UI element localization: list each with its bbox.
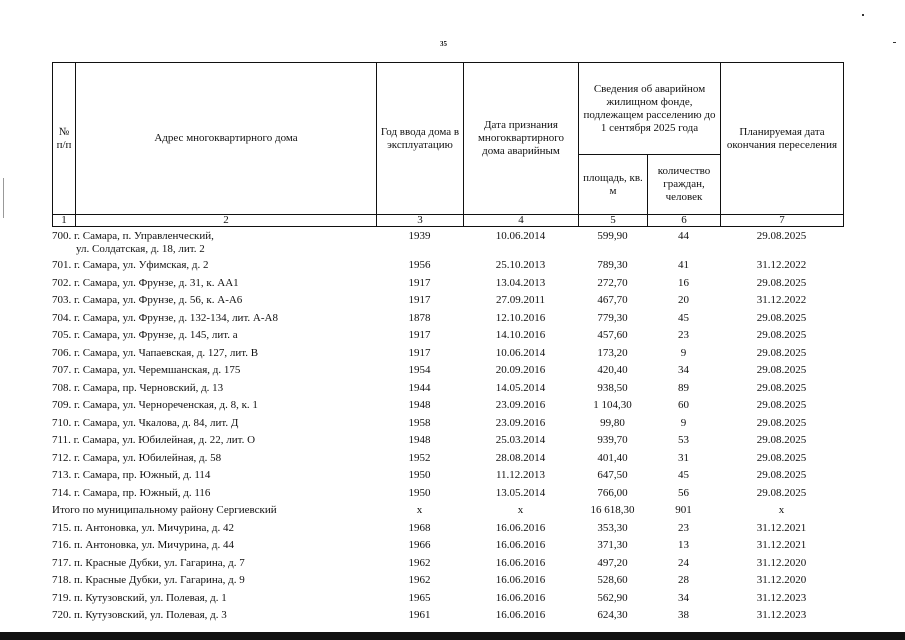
people-cell: 16 — [678, 276, 689, 289]
scan-bottom-border — [0, 632, 905, 640]
table-row — [52, 312, 843, 330]
address-line: 700. г. Самара, п. Управленческий, — [52, 230, 214, 242]
planned-date-cell: 31.12.2023 — [756, 609, 807, 621]
table-row — [52, 592, 843, 610]
people-cell: 23 — [678, 329, 689, 341]
year-cell: 1917 — [408, 276, 431, 289]
address-line: 705. г. Самара, ул. Фрунзе, д. 145, лит. а — [52, 329, 238, 341]
address-line: 701. г. Самара, ул. Уфимская, д. 2 — [52, 259, 209, 271]
people-cell: 20 — [678, 294, 689, 306]
planned-date-cell: 29.08.2025 — [756, 364, 807, 376]
date-cell: х — [517, 504, 524, 516]
scan-speck — [893, 42, 896, 43]
address-cell — [52, 609, 376, 627]
address-line: 720. п. Кутузовский, ул. Полевая, д. 3 — [52, 609, 227, 621]
address-line-2: ул. Солдатская, д. 18, лит. 2 — [76, 242, 205, 255]
area-cell: 272,70 — [597, 276, 628, 289]
table-row — [52, 522, 843, 540]
planned-date-cell: 31.12.2022 — [756, 259, 807, 271]
planned-date-cell: 29.08.2025 — [756, 399, 807, 411]
column-number: 7 — [721, 215, 844, 227]
planned-date-cell: 29.08.2025 — [756, 416, 807, 429]
address-cell — [52, 504, 376, 522]
people-cell: 31 — [678, 451, 689, 464]
date-cell: 16.06.2016 — [495, 574, 546, 586]
people-cell: 45 — [678, 311, 689, 324]
table-row — [52, 557, 843, 575]
header-number: № п/п — [53, 63, 76, 215]
area-cell: 599,90 — [597, 230, 628, 242]
address-line: 709. г. Самара, ул. Чернореченская, д. 8, к. 1 — [52, 399, 258, 411]
address-line: 702. г. Самара, ул. Фрунзе, д. 31, к. АА1 — [52, 276, 239, 289]
address-cell — [52, 469, 376, 487]
area-cell: 779,30 — [597, 311, 628, 324]
table-row — [52, 230, 843, 259]
year-cell: 1944 — [408, 381, 431, 394]
people-cell: 53 — [678, 434, 689, 446]
column-number: 3 — [377, 215, 464, 227]
date-cell: 23.09.2016 — [495, 416, 546, 429]
area-cell: 420,40 — [597, 364, 628, 376]
people-cell: 9 — [680, 346, 687, 359]
header-people: количество граждан, человек — [648, 155, 721, 215]
area-cell: 497,20 — [597, 556, 628, 569]
data-table — [52, 230, 843, 627]
planned-date-cell: 29.08.2025 — [756, 230, 807, 242]
address-line: 704. г. Самара, ул. Фрунзе, д. 132-134, лит. А-А8 — [52, 311, 278, 324]
address-cell — [52, 347, 376, 365]
header-area: площадь, кв. м — [579, 155, 648, 215]
year-cell: 1950 — [408, 486, 431, 499]
address-line: 712. г. Самара, ул. Юбилейная, д. 58 — [52, 451, 222, 464]
planned-date-cell: 29.08.2025 — [756, 469, 807, 481]
scan-edge-mark — [3, 178, 4, 218]
year-cell: 1958 — [408, 416, 431, 429]
area-cell: 624,30 — [597, 609, 628, 621]
date-cell: 10.06.2014 — [495, 346, 546, 359]
planned-date-cell: х — [778, 504, 785, 516]
address-line: 714. г. Самара, пр. Южный, д. 116 — [52, 486, 211, 499]
table-row — [52, 609, 843, 627]
table-row — [52, 399, 843, 417]
planned-date-cell: 31.12.2021 — [756, 521, 807, 534]
planned-date-cell: 29.08.2025 — [756, 276, 807, 289]
address-cell — [52, 539, 376, 557]
address-cell — [52, 294, 376, 312]
address-line: 713. г. Самара, пр. Южный, д. 114 — [52, 469, 211, 481]
address-cell — [52, 557, 376, 575]
planned-date-cell: 29.08.2025 — [756, 329, 807, 341]
people-cell: 34 — [678, 364, 689, 376]
date-cell: 12.10.2016 — [495, 311, 546, 324]
year-cell: 1878 — [408, 311, 431, 324]
column-number: 6 — [648, 215, 721, 227]
area-cell: 647,50 — [597, 469, 628, 481]
date-cell: 23.09.2016 — [495, 399, 546, 411]
date-cell: 16.06.2016 — [495, 609, 546, 621]
table-row — [52, 417, 843, 435]
area-cell: 353,30 — [597, 521, 628, 534]
people-cell: 89 — [678, 381, 689, 394]
address-line: 717. п. Красные Дубки, ул. Гагарина, д. 7 — [52, 556, 245, 569]
table-row — [52, 434, 843, 452]
people-cell: 13 — [678, 539, 689, 551]
date-cell: 25.10.2013 — [495, 259, 546, 271]
planned-date-cell: 31.12.2020 — [756, 574, 807, 586]
people-cell: 56 — [678, 486, 689, 499]
header-address: Адрес многоквартирного дома — [76, 63, 377, 215]
people-cell: 24 — [678, 556, 689, 569]
date-cell: 14.10.2016 — [495, 329, 546, 341]
planned-date-cell: 31.12.2021 — [756, 539, 807, 551]
year-cell: 1939 — [408, 230, 431, 242]
year-cell: 1965 — [408, 591, 431, 604]
table-row — [52, 487, 843, 505]
area-cell: 562,90 — [597, 591, 628, 604]
table-row — [52, 574, 843, 592]
date-cell: 16.06.2016 — [495, 521, 546, 534]
column-number: 4 — [464, 215, 579, 227]
address-line: 703. г. Самара, ул. Фрунзе, д. 56, к. А-А6 — [52, 294, 243, 306]
address-line: 706. г. Самара, ул. Чапаевская, д. 127, лит. В — [52, 346, 259, 359]
year-cell: 1962 — [408, 574, 431, 586]
address-cell — [52, 452, 376, 470]
people-cell: 38 — [678, 609, 689, 621]
area-cell: 939,70 — [597, 434, 628, 446]
table-row — [52, 504, 843, 522]
date-cell: 10.06.2014 — [495, 230, 546, 242]
area-cell: 371,30 — [597, 539, 628, 551]
address-line: 718. п. Красные Дубки, ул. Гагарина, д. 9 — [52, 574, 245, 586]
table-row — [52, 364, 843, 382]
column-number: 1 — [53, 215, 76, 227]
address-line: 710. г. Самара, ул. Чкалова, д. 84, лит. Д — [52, 416, 239, 429]
planned-date-cell: 31.12.2020 — [756, 556, 807, 569]
planned-date-cell: 29.08.2025 — [756, 346, 807, 359]
year-cell: 1917 — [408, 294, 431, 306]
planned-date-cell: 29.08.2025 — [756, 451, 807, 464]
table-row — [52, 347, 843, 365]
planned-date-cell: 29.08.2025 — [756, 311, 807, 324]
address-cell — [52, 277, 376, 295]
planned-date-cell: 29.08.2025 — [756, 381, 807, 394]
address-line: Итого по муниципальному району Сергиевский — [52, 504, 277, 516]
year-cell: 1950 — [408, 469, 431, 481]
year-cell: 1917 — [408, 329, 431, 341]
people-cell: 45 — [678, 469, 689, 481]
address-cell — [52, 487, 376, 505]
people-cell: 60 — [678, 399, 689, 411]
column-number: 5 — [579, 215, 648, 227]
header-year: Год ввода дома в эксплуатацию — [377, 63, 464, 215]
date-cell: 11.12.2013 — [495, 469, 546, 481]
header-planned: Планируемая дата окончания переселения — [721, 63, 844, 215]
area-cell: 789,30 — [597, 259, 628, 271]
people-cell: 9 — [680, 416, 687, 429]
planned-date-cell: 29.08.2025 — [756, 434, 807, 446]
area-cell: 766,00 — [597, 486, 628, 499]
area-cell: 467,70 — [597, 294, 628, 306]
people-cell: 901 — [675, 504, 692, 516]
date-cell: 20.09.2016 — [495, 364, 546, 376]
address-cell — [52, 230, 376, 259]
date-cell: 28.08.2014 — [495, 451, 546, 464]
column-number: 2 — [76, 215, 377, 227]
date-cell: 16.06.2016 — [495, 591, 546, 604]
year-cell: 1954 — [408, 364, 431, 376]
scan-speck — [862, 14, 864, 16]
people-cell: 28 — [678, 574, 689, 586]
address-cell — [52, 382, 376, 400]
date-cell: 25.03.2014 — [495, 434, 546, 446]
people-cell: 44 — [678, 230, 689, 242]
address-cell — [52, 312, 376, 330]
header-info: Сведения об аварийном жилищном фонде, подлежащем расселению до 1 сентября 2025 года — [579, 63, 721, 155]
date-cell: 13.04.2013 — [495, 276, 546, 289]
year-cell: 1961 — [408, 609, 431, 621]
address-cell — [52, 364, 376, 382]
address-cell — [52, 434, 376, 452]
people-cell: 23 — [678, 521, 689, 534]
address-line: 716. п. Антоновка, ул. Мичурина, д. 44 — [52, 539, 234, 551]
address-cell — [52, 399, 376, 417]
year-cell: 1966 — [408, 539, 431, 551]
year-cell: 1968 — [408, 521, 431, 534]
address-line: 708. г. Самара, пр. Черновский, д. 13 — [52, 381, 224, 394]
year-cell: 1948 — [408, 399, 431, 411]
planned-date-cell: 31.12.2023 — [756, 591, 807, 604]
area-cell: 99,80 — [600, 416, 625, 429]
year-cell: 1956 — [408, 259, 431, 271]
year-cell: 1917 — [408, 346, 431, 359]
address-cell — [52, 592, 376, 610]
date-cell: 13.05.2014 — [495, 486, 546, 499]
area-cell: 401,40 — [597, 451, 628, 464]
address-cell — [52, 329, 376, 347]
planned-date-cell: 29.08.2025 — [756, 486, 807, 499]
year-cell: 1962 — [408, 556, 431, 569]
people-cell: 34 — [678, 591, 689, 604]
header-date: Дата признания многоквартирного дома аварийным — [464, 63, 579, 215]
table-header — [52, 62, 844, 227]
address-cell — [52, 522, 376, 540]
planned-date-cell: 31.12.2022 — [756, 294, 807, 306]
year-cell: 1948 — [408, 434, 431, 446]
table-row — [52, 382, 843, 400]
date-cell: 14.05.2014 — [495, 381, 546, 394]
page-number: 35 — [440, 40, 447, 48]
date-cell: 27.09.2011 — [495, 294, 546, 306]
area-cell: 528,60 — [597, 574, 628, 586]
date-cell: 16.06.2016 — [495, 539, 546, 551]
address-cell — [52, 259, 376, 277]
year-cell: х — [416, 504, 423, 516]
table-row — [52, 294, 843, 312]
address-cell — [52, 574, 376, 592]
address-line: 715. п. Антоновка, ул. Мичурина, д. 42 — [52, 521, 234, 534]
address-line: 707. г. Самара, ул. Черемшанская, д. 175 — [52, 364, 241, 376]
table-row — [52, 277, 843, 295]
column-numbers-row — [53, 215, 844, 227]
address-line: 711. г. Самара, ул. Юбилейная, д. 22, лит. О — [52, 434, 256, 446]
area-cell: 16 618,30 — [590, 504, 635, 516]
date-cell: 16.06.2016 — [495, 556, 546, 569]
area-cell: 173,20 — [597, 346, 628, 359]
people-cell: 41 — [678, 259, 689, 271]
area-cell: 938,50 — [597, 381, 628, 394]
address-cell — [52, 417, 376, 435]
table-row — [52, 539, 843, 557]
address-line: 719. п. Кутузовский, ул. Полевая, д. 1 — [52, 591, 227, 604]
area-cell: 457,60 — [597, 329, 628, 341]
table-row — [52, 469, 843, 487]
table-row — [52, 329, 843, 347]
table-row — [52, 259, 843, 277]
table-row — [52, 452, 843, 470]
area-cell: 1 104,30 — [593, 399, 632, 411]
year-cell: 1952 — [408, 451, 431, 464]
